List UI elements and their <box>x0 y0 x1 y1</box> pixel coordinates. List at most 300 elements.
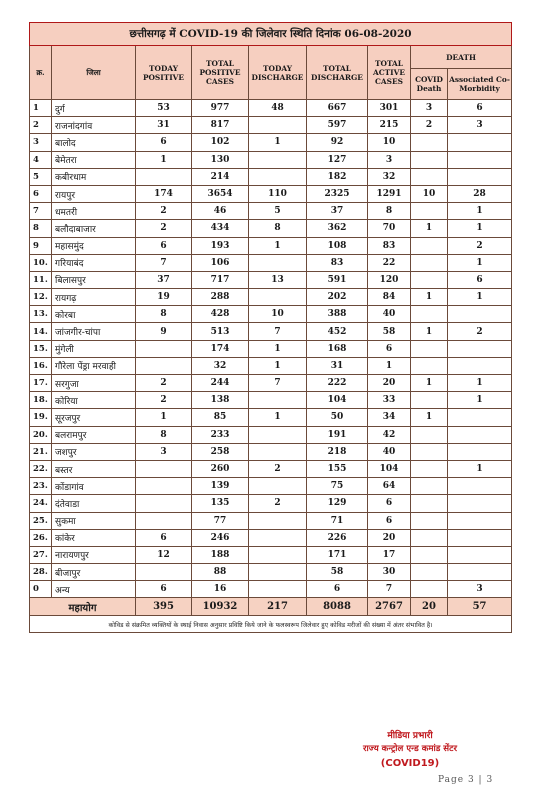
cell-total-discharge: 222 <box>307 375 368 392</box>
cell-associated <box>448 546 512 563</box>
cell-total-discharge: 104 <box>307 392 368 409</box>
cell-sn: 10. <box>30 254 52 271</box>
cell-district: नारायणपुर <box>52 546 136 563</box>
cell-associated <box>448 512 512 529</box>
cell-total-positive: 428 <box>192 306 249 323</box>
cell-total-discharge: 129 <box>307 495 368 512</box>
cell-total-active: 10 <box>368 134 411 151</box>
cell-total-active: 34 <box>368 409 411 426</box>
cell-sn: 6 <box>30 185 52 202</box>
cell-today-discharge: 13 <box>249 271 307 288</box>
cell-sn: 21. <box>30 443 52 460</box>
cell-total-discharge: 92 <box>307 134 368 151</box>
cell-today-positive: 6 <box>136 134 192 151</box>
cell-district: गरियाबंद <box>52 254 136 271</box>
cell-covid-death <box>411 495 448 512</box>
cell-total-discharge: 202 <box>307 289 368 306</box>
table-row <box>30 100 512 117</box>
cell-associated: 1 <box>448 460 512 477</box>
table-row <box>30 254 512 271</box>
cell-total-discharge: 388 <box>307 306 368 323</box>
total-discharge: 8088 <box>307 598 368 616</box>
cell-district: रायगढ़ <box>52 289 136 306</box>
cell-sn: 13. <box>30 306 52 323</box>
cell-sn: 9 <box>30 237 52 254</box>
cell-covid-death: 1 <box>411 289 448 306</box>
cell-covid-death <box>411 426 448 443</box>
cell-total-positive: 244 <box>192 375 249 392</box>
cell-district: बलरामपुर <box>52 426 136 443</box>
header-associated-comorbidity: Associated Co-Morbidity <box>448 69 512 100</box>
cell-total-positive: 513 <box>192 323 249 340</box>
cell-total-positive: 106 <box>192 254 249 271</box>
table-row <box>30 512 512 529</box>
cell-today-discharge: 1 <box>249 134 307 151</box>
cell-total-discharge: 50 <box>307 409 368 426</box>
cell-associated: 1 <box>448 375 512 392</box>
cell-district: बालोद <box>52 134 136 151</box>
header-death: DEATH <box>411 46 512 69</box>
cell-total-discharge: 71 <box>307 512 368 529</box>
cell-associated: 3 <box>448 117 512 134</box>
total-today-positive: 395 <box>136 598 192 616</box>
cell-covid-death: 1 <box>411 375 448 392</box>
table-row <box>30 323 512 340</box>
cell-today-positive: 53 <box>136 100 192 117</box>
table-row <box>30 168 512 185</box>
cell-total-positive: 139 <box>192 478 249 495</box>
cell-today-discharge <box>249 254 307 271</box>
cell-sn: 11. <box>30 271 52 288</box>
cell-total-active: 20 <box>368 375 411 392</box>
cell-district: कांकेर <box>52 529 136 546</box>
cell-today-positive: 8 <box>136 306 192 323</box>
cell-total-discharge: 31 <box>307 357 368 374</box>
signature-line-3: (COVID19) <box>380 758 440 769</box>
cell-total-discharge: 75 <box>307 478 368 495</box>
cell-associated <box>448 340 512 357</box>
cell-total-active: 3 <box>368 151 411 168</box>
cell-total-discharge: 108 <box>307 237 368 254</box>
report-title: छत्तीसगढ़ में COVID-19 की जिलेवार स्थिति दिनांक 06-08-2020 <box>30 23 512 46</box>
cell-today-positive: 2 <box>136 375 192 392</box>
cell-covid-death <box>411 443 448 460</box>
cell-sn: 4 <box>30 151 52 168</box>
cell-total-active: 83 <box>368 237 411 254</box>
table-row <box>30 134 512 151</box>
cell-district: कबीरधाम <box>52 168 136 185</box>
cell-total-positive: 817 <box>192 117 249 134</box>
cell-district: दंतेवाडा <box>52 495 136 512</box>
cell-total-active: 7 <box>368 581 411 598</box>
table-row <box>30 564 512 581</box>
cell-sn: 8 <box>30 220 52 237</box>
cell-today-positive: 31 <box>136 117 192 134</box>
cell-total-discharge: 591 <box>307 271 368 288</box>
total-associated: 57 <box>448 598 512 616</box>
cell-sn: 18. <box>30 392 52 409</box>
cell-total-discharge: 6 <box>307 581 368 598</box>
cell-total-active: 32 <box>368 168 411 185</box>
cell-covid-death <box>411 271 448 288</box>
cell-sn: 3 <box>30 134 52 151</box>
cell-covid-death <box>411 512 448 529</box>
cell-today-discharge <box>249 289 307 306</box>
cell-sn: 24. <box>30 495 52 512</box>
cell-associated <box>448 564 512 581</box>
table-row <box>30 357 512 374</box>
header-today-positive: TODAY POSITIVE <box>136 46 192 100</box>
header-total-discharge: TOTAL DISCHARGE <box>307 46 368 100</box>
cell-today-discharge <box>249 564 307 581</box>
cell-today-discharge: 1 <box>249 409 307 426</box>
cell-sn: 1 <box>30 100 52 117</box>
cell-total-discharge: 667 <box>307 100 368 117</box>
signature-line-1: मीडिया प्रभारी <box>387 731 433 741</box>
total-row <box>30 598 512 616</box>
total-today-discharge: 217 <box>249 598 307 616</box>
cell-total-active: 120 <box>368 271 411 288</box>
cell-district: अन्य <box>52 581 136 598</box>
cell-total-active: 64 <box>368 478 411 495</box>
table-row <box>30 426 512 443</box>
cell-sn: 17. <box>30 375 52 392</box>
cell-today-positive: 6 <box>136 237 192 254</box>
cell-total-positive: 246 <box>192 529 249 546</box>
cell-total-positive: 288 <box>192 289 249 306</box>
cell-total-positive: 214 <box>192 168 249 185</box>
cell-total-positive: 85 <box>192 409 249 426</box>
table-row <box>30 306 512 323</box>
cell-district: मुंगेली <box>52 340 136 357</box>
cell-sn: 7 <box>30 203 52 220</box>
cell-today-positive <box>136 564 192 581</box>
cell-district: कोरबा <box>52 306 136 323</box>
table-row <box>30 117 512 134</box>
cell-covid-death <box>411 203 448 220</box>
cell-today-positive <box>136 340 192 357</box>
table-row <box>30 581 512 598</box>
table-row <box>30 460 512 477</box>
table-row <box>30 203 512 220</box>
cell-associated: 2 <box>448 237 512 254</box>
cell-total-active: 1291 <box>368 185 411 202</box>
cell-total-active: 17 <box>368 546 411 563</box>
cell-district: दुर्ग <box>52 100 136 117</box>
cell-total-positive: 32 <box>192 357 249 374</box>
cell-today-discharge <box>249 512 307 529</box>
cell-sn: 19. <box>30 409 52 426</box>
cell-associated: 28 <box>448 185 512 202</box>
cell-total-discharge: 226 <box>307 529 368 546</box>
table-row <box>30 529 512 546</box>
cell-covid-death <box>411 306 448 323</box>
cell-total-positive: 258 <box>192 443 249 460</box>
cell-covid-death <box>411 134 448 151</box>
cell-today-discharge <box>249 478 307 495</box>
cell-total-positive: 188 <box>192 546 249 563</box>
table-row <box>30 409 512 426</box>
cell-today-discharge <box>249 117 307 134</box>
cell-sn: 23. <box>30 478 52 495</box>
cell-today-positive <box>136 168 192 185</box>
cell-today-discharge: 1 <box>249 237 307 254</box>
cell-covid-death <box>411 564 448 581</box>
table-row <box>30 271 512 288</box>
cell-total-positive: 77 <box>192 512 249 529</box>
cell-associated: 1 <box>448 203 512 220</box>
cell-total-positive: 193 <box>192 237 249 254</box>
cell-today-positive: 6 <box>136 581 192 598</box>
cell-today-positive: 12 <box>136 546 192 563</box>
cell-covid-death: 1 <box>411 220 448 237</box>
cell-associated <box>448 151 512 168</box>
cell-today-discharge <box>249 443 307 460</box>
cell-total-active: 20 <box>368 529 411 546</box>
cell-total-discharge: 58 <box>307 564 368 581</box>
cell-total-active: 1 <box>368 357 411 374</box>
cell-covid-death <box>411 340 448 357</box>
cell-sn: 15. <box>30 340 52 357</box>
cell-sn: 2 <box>30 117 52 134</box>
cell-total-active: 84 <box>368 289 411 306</box>
cell-total-discharge: 597 <box>307 117 368 134</box>
cell-total-discharge: 37 <box>307 203 368 220</box>
cell-today-discharge: 7 <box>249 375 307 392</box>
cell-total-active: 40 <box>368 306 411 323</box>
cell-district: बस्तर <box>52 460 136 477</box>
cell-district: सरगुजा <box>52 375 136 392</box>
cell-today-positive: 1 <box>136 151 192 168</box>
cell-associated: 3 <box>448 581 512 598</box>
cell-total-active: 6 <box>368 340 411 357</box>
cell-today-positive: 19 <box>136 289 192 306</box>
cell-today-discharge: 110 <box>249 185 307 202</box>
cell-today-positive <box>136 357 192 374</box>
cell-district: सूरजपुर <box>52 409 136 426</box>
cell-total-positive: 260 <box>192 460 249 477</box>
cell-today-positive: 2 <box>136 220 192 237</box>
cell-today-positive <box>136 512 192 529</box>
header-today-discharge: TODAY DISCHARGE <box>249 46 307 100</box>
table-row <box>30 340 512 357</box>
cell-today-discharge: 5 <box>249 203 307 220</box>
header-district: जिला <box>52 46 136 100</box>
cell-associated: 6 <box>448 100 512 117</box>
cell-total-discharge: 452 <box>307 323 368 340</box>
cell-associated <box>448 357 512 374</box>
footnote: कोविड से संक्रमित व्यक्तियों के स्थाई निवास अनुसार प्रविष्टि किये जाने के फलस्वरूप जिलेवार हुए कोविड मरीजों की संख्या में अंतर संभावित है। <box>30 616 512 633</box>
cell-associated <box>448 529 512 546</box>
cell-total-active: 70 <box>368 220 411 237</box>
cell-today-discharge: 10 <box>249 306 307 323</box>
cell-total-positive: 46 <box>192 203 249 220</box>
cell-total-active: 22 <box>368 254 411 271</box>
cell-sn: 5 <box>30 168 52 185</box>
total-active: 2767 <box>368 598 411 616</box>
cell-total-positive: 135 <box>192 495 249 512</box>
cell-associated: 1 <box>448 392 512 409</box>
cell-total-positive: 138 <box>192 392 249 409</box>
cell-covid-death <box>411 237 448 254</box>
total-positive-cases: 10932 <box>192 598 249 616</box>
district-status-table <box>29 22 512 633</box>
cell-total-active: 58 <box>368 323 411 340</box>
cell-associated: 1 <box>448 254 512 271</box>
header-covid-death: COVID Death <box>411 69 448 100</box>
cell-associated <box>448 495 512 512</box>
cell-today-discharge: 1 <box>249 357 307 374</box>
cell-district: बलौदाबाजार <box>52 220 136 237</box>
cell-associated: 6 <box>448 271 512 288</box>
cell-today-positive <box>136 460 192 477</box>
cell-total-active: 33 <box>368 392 411 409</box>
cell-today-positive: 37 <box>136 271 192 288</box>
cell-total-discharge: 127 <box>307 151 368 168</box>
cell-today-discharge: 2 <box>249 495 307 512</box>
cell-today-discharge: 1 <box>249 340 307 357</box>
cell-covid-death <box>411 581 448 598</box>
cell-total-positive: 130 <box>192 151 249 168</box>
cell-total-positive: 102 <box>192 134 249 151</box>
cell-associated: 2 <box>448 323 512 340</box>
cell-total-positive: 88 <box>192 564 249 581</box>
cell-associated <box>448 168 512 185</box>
cell-covid-death <box>411 478 448 495</box>
table-row <box>30 237 512 254</box>
cell-associated <box>448 134 512 151</box>
cell-today-discharge: 7 <box>249 323 307 340</box>
cell-covid-death: 1 <box>411 409 448 426</box>
cell-sn: 28. <box>30 564 52 581</box>
cell-total-discharge: 2325 <box>307 185 368 202</box>
cell-total-active: 6 <box>368 512 411 529</box>
cell-total-active: 8 <box>368 203 411 220</box>
cell-today-discharge <box>249 168 307 185</box>
cell-today-positive: 2 <box>136 203 192 220</box>
cell-total-discharge: 191 <box>307 426 368 443</box>
cell-sn: 22. <box>30 460 52 477</box>
cell-associated: 1 <box>448 289 512 306</box>
cell-total-active: 30 <box>368 564 411 581</box>
cell-total-positive: 434 <box>192 220 249 237</box>
cell-sn: 16. <box>30 357 52 374</box>
cell-today-discharge <box>249 546 307 563</box>
cell-today-positive <box>136 495 192 512</box>
signature-line-2: राज्य कन्ट्रोल एन्ड कमांड सेंटर <box>363 744 457 754</box>
table-row <box>30 546 512 563</box>
cell-sn: 26. <box>30 529 52 546</box>
cell-total-active: 42 <box>368 426 411 443</box>
cell-today-positive <box>136 478 192 495</box>
cell-today-positive: 7 <box>136 254 192 271</box>
cell-sn: 12. <box>30 289 52 306</box>
cell-today-discharge <box>249 151 307 168</box>
cell-total-discharge: 218 <box>307 443 368 460</box>
cell-sn: 25. <box>30 512 52 529</box>
header-total-active: TOTAL ACTIVE CASES <box>368 46 411 100</box>
cell-total-discharge: 83 <box>307 254 368 271</box>
cell-district: कोंडागांव <box>52 478 136 495</box>
cell-total-positive: 977 <box>192 100 249 117</box>
total-label: महायोग <box>30 598 136 616</box>
cell-covid-death <box>411 254 448 271</box>
cell-total-active: 215 <box>368 117 411 134</box>
header-total-positive: TOTAL POSITIVE CASES <box>192 46 249 100</box>
cell-total-positive: 174 <box>192 340 249 357</box>
cell-total-discharge: 171 <box>307 546 368 563</box>
cell-today-discharge <box>249 392 307 409</box>
cell-covid-death <box>411 546 448 563</box>
cell-today-positive: 2 <box>136 392 192 409</box>
table-row <box>30 392 512 409</box>
cell-district: बेमेतरा <box>52 151 136 168</box>
cell-total-discharge: 182 <box>307 168 368 185</box>
cell-today-positive: 1 <box>136 409 192 426</box>
table-body <box>30 100 512 598</box>
cell-district: राजनांदगांव <box>52 117 136 134</box>
cell-total-active: 104 <box>368 460 411 477</box>
cell-district: धमतरी <box>52 203 136 220</box>
covid-district-report <box>29 22 511 633</box>
cell-today-discharge: 2 <box>249 460 307 477</box>
cell-associated <box>448 306 512 323</box>
cell-total-discharge: 168 <box>307 340 368 357</box>
cell-covid-death <box>411 392 448 409</box>
cell-total-active: 301 <box>368 100 411 117</box>
cell-today-positive: 3 <box>136 443 192 460</box>
cell-associated <box>448 409 512 426</box>
cell-total-active: 6 <box>368 495 411 512</box>
cell-associated <box>448 426 512 443</box>
cell-district: कोरिया <box>52 392 136 409</box>
cell-covid-death <box>411 151 448 168</box>
cell-covid-death: 1 <box>411 323 448 340</box>
cell-today-positive: 6 <box>136 529 192 546</box>
table-row <box>30 185 512 202</box>
cell-today-discharge <box>249 529 307 546</box>
cell-covid-death: 2 <box>411 117 448 134</box>
header-sn: क्र. <box>30 46 52 100</box>
cell-sn: 0 <box>30 581 52 598</box>
cell-sn: 14. <box>30 323 52 340</box>
cell-covid-death <box>411 357 448 374</box>
cell-today-positive: 9 <box>136 323 192 340</box>
cell-associated: 1 <box>448 220 512 237</box>
cell-district: बीजापुर <box>52 564 136 581</box>
cell-total-active: 40 <box>368 443 411 460</box>
page-number: Page 3 | 3 <box>438 775 494 785</box>
cell-district: रायपुर <box>52 185 136 202</box>
cell-total-positive: 717 <box>192 271 249 288</box>
cell-today-positive: 174 <box>136 185 192 202</box>
table-row <box>30 443 512 460</box>
cell-district: गौरेला पेंड्रा मरवाही <box>52 357 136 374</box>
cell-associated <box>448 478 512 495</box>
table-row <box>30 289 512 306</box>
cell-sn: 27. <box>30 546 52 563</box>
cell-associated <box>448 443 512 460</box>
table-row <box>30 151 512 168</box>
cell-covid-death <box>411 168 448 185</box>
cell-today-discharge: 8 <box>249 220 307 237</box>
cell-sn: 20. <box>30 426 52 443</box>
cell-covid-death: 10 <box>411 185 448 202</box>
cell-covid-death: 3 <box>411 100 448 117</box>
cell-covid-death <box>411 460 448 477</box>
cell-total-positive: 16 <box>192 581 249 598</box>
cell-total-discharge: 362 <box>307 220 368 237</box>
